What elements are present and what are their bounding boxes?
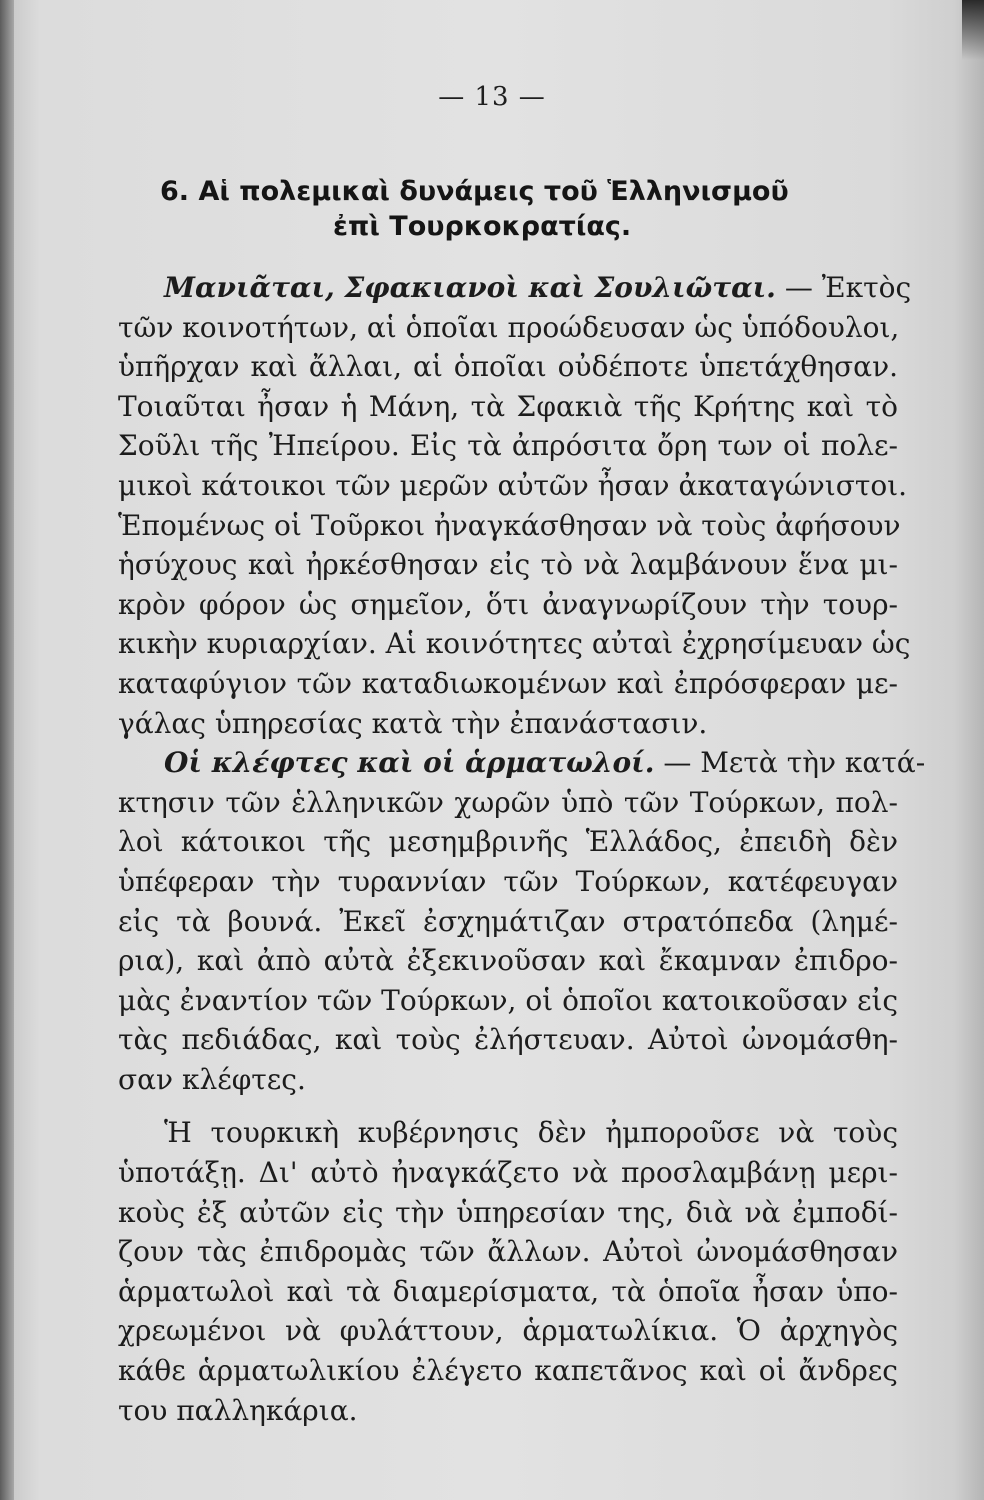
paragraph-2-line: τὰς πεδιάδας, καὶ τοὺς ἐλήστευαν. Αὐτοὶ ὠνομάσθη-	[118, 1023, 898, 1057]
paragraph-1-line: ἡσύχους καὶ ἠρκέσθησαν εἰς τὸ νὰ λαμβάνουν ἕνα μι-	[118, 548, 898, 582]
paragraph-2-line: μὰς ἐναντίον τῶν Τούρκων, οἱ ὁποῖοι κατοικοῦσαν εἰς	[118, 983, 899, 1017]
paragraph-1-line: γάλας ὑπηρεσίας κατὰ τὴν ἐπανάστασιν.	[118, 706, 708, 740]
paragraph-1-line: Ἑπομένως οἱ Τοῦρκοι ἠναγκάσθησαν νὰ τοὺς ἀφήσουν	[118, 508, 901, 542]
paragraph-2-line-1-rest: — Μετὰ τὴν κατά-	[663, 746, 926, 780]
paragraph-2-line: ρια), καὶ ἀπὸ αὐτὰ ἐξεκινοῦσαν καὶ ἔκαμναν ἐπιδρο-	[118, 944, 898, 978]
paragraph-1-line: μικοὶ κάτοικοι τῶν μερῶν αὐτῶν ἦσαν ἀκαταγώνιστοι.	[118, 468, 908, 502]
paragraph-3-line: του παλληκάρια.	[118, 1393, 358, 1427]
page-binding-edge	[0, 0, 14, 1500]
paragraph-2-line: ὑπέφεραν τὴν τυραννίαν τῶν Τούρκων, κατέφευγαν	[118, 864, 898, 898]
paragraph-1-line: καταφύγιον τῶν καταδιωκομένων καὶ ἐπρόσφεραν με-	[118, 666, 898, 700]
paragraph-2-line-1	[118, 743, 926, 783]
paragraph-1-line: Σοῦλι τῆς Ἠπείρου. Εἰς τὰ ἀπρόσιτα ὄρη των οἱ πολε-	[118, 429, 898, 463]
paragraph-2-line: σαν κλέφτες.	[118, 1062, 306, 1096]
paragraph-2-line: κτησιν τῶν ἑλληνικῶν χωρῶν ὑπὸ τῶν Τούρκων, πολ-	[118, 785, 898, 819]
paragraph-1-line-1-rest: — Ἐκτὸς	[784, 271, 912, 304]
paragraph-1-line: ὑπῆρχαν καὶ ἄλλαι, αἱ ὁποῖαι οὐδέποτε ὑπετάχθησαν.	[118, 350, 898, 384]
section-heading-line-2: ἐπὶ Τουρκοκρατίας.	[333, 211, 632, 242]
paragraph-1-line-1	[118, 268, 912, 308]
paragraph-3-line: ζουν τὰς ἐπιδρομὰς τῶν ἄλλων. Αὐτοὶ ὠνομάσθησαν	[118, 1235, 898, 1269]
paragraph-2-line: εἰς τὰ βουνά. Ἐκεῖ ἐσχημάτιζαν στρατόπεδα (λημέ-	[118, 904, 898, 938]
paragraph-3-line: χρεωμένοι νὰ φυλάττουν, ἁρματωλίκια. Ὁ ἀρχηγὸς	[118, 1314, 898, 1348]
paragraph-1-line: κικὴν κυριαρχίαν. Αἱ κοινότητες αὐταὶ ἐχρησίμευαν ὡς	[118, 627, 911, 661]
body-text	[118, 268, 926, 1430]
page-number: — 13 —	[438, 82, 546, 112]
paragraph-1-line: τῶν κοινοτήτων, αἱ ὁποῖαι προώδευσαν ὡς ὑπόδουλοι,	[118, 310, 900, 344]
paragraph-1-line: κρὸν φόρον ὡς σημεῖον, ὅτι ἀναγνωρίζουν τὴν τουρ-	[118, 587, 898, 621]
paragraph-3-line: κάθε ἁρματωλικίου ἐλέγετο καπετᾶνος καὶ οἱ ἄνδρες	[118, 1354, 898, 1388]
paragraph-2-title: Οἱ κλέφτες καὶ οἱ ἁρματωλοί.	[164, 746, 655, 780]
paragraph-3-line: ὑποτάξῃ. Δι' αὐτὸ ἠναγκάζετο νὰ προσλαμβάνῃ μερι-	[118, 1156, 898, 1190]
page-corner-shadow	[962, 0, 984, 60]
paragraph-gap	[118, 1099, 898, 1113]
section-heading-line-1: 6. Αἱ πολεμικαὶ δυνάμεις τοῦ Ἑλληνισμοῦ	[160, 176, 789, 207]
paragraph-2-line: λοὶ κάτοικοι τῆς μεσημβρινῆς Ἑλλάδος, ἐπειδὴ δὲν	[118, 825, 898, 859]
paragraph-1-line: Τοιαῦται ἦσαν ἡ Μάνη, τὰ Σφακιὰ τῆς Κρήτης καὶ τὸ	[118, 389, 898, 423]
paragraph-3-line: ἁρματωλοὶ καὶ τὰ διαμερίσματα, τὰ ὁποῖα ἦσαν ὑπο-	[118, 1274, 898, 1308]
paragraph-3-line: Ἡ τουρκικὴ κυβέρνησις δὲν ἠμποροῦσε νὰ τοὺς	[164, 1116, 898, 1150]
paragraph-3-line: κοὺς ἐξ αὐτῶν εἰς τὴν ὑπηρεσίαν της, διὰ νὰ ἐμποδί-	[118, 1195, 898, 1229]
paragraph-1-title: Μανιᾶται, Σφακιανοὶ καὶ Σουλιῶται.	[164, 271, 776, 304]
